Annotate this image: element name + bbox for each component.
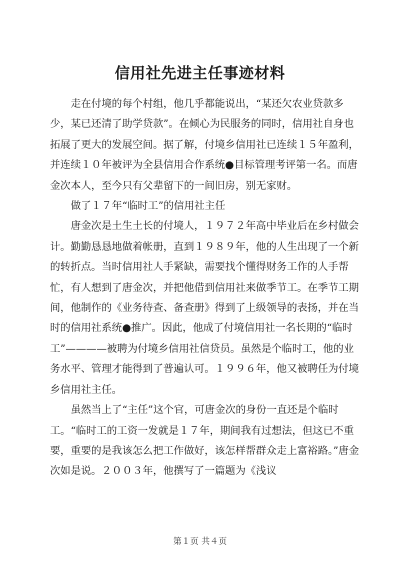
page-number: 第１页 共４页 [173,537,227,547]
section-heading: 做了１７年“临时工”的信用社主任 [70,200,226,213]
document-body [50,94,360,482]
paragraph: 走在付境的每个村组，他几乎都能说出，“某还欠农业贷款多少，某已还清了助学贷款”。在倾心为民服务的同时，信用社自身也拓展了更大的发展空间。据了解，付境乡信用社已连续１５年盈利，并连续１０年被评为全县信用合作系统●目标管理考评第一名。而唐金次本人，至今只有父辈留下的一间旧房，别无家财。 [50,98,359,192]
paragraph: 虽然当上了“主任”这个官，可唐金次的身份一直还是个临时工。“临时工的工资一发就是１７年，期间我有过想法，但这已不重要，重要的是我该怎么把工作做好，该怎样帮群众走上富裕路。”唐金次如是说。２００３年，他撰写了一篇题为《浅议 [50,404,360,478]
paragraph: 唐金次是土生土长的付境人，１９７２年高中毕业后在乡村做会计。勤勤恳恳地做着帐册，直到１９８９年，他的人生出现了一个新的转折点。当时信用社人手紧缺，需要找个懂得财务工作的人手帮忙，有人想到了唐金次，并把他借到信用社来做季节工。在季节工期间，他制作的《业务待查、备查册》得到了上级领导的表扬，并在当时的信用社系统●推广。因此，他成了付境信用社一名长期的“临时工”————被聘为付境乡信用社信贷员。虽然是个临时工，他的业务水平、管理才能得到了普遍认可。１９９６年，他又被聘任为付境乡信用社主任。 [50,220,359,396]
document-title: 信用社先进主任事迹材料 [114,64,286,82]
